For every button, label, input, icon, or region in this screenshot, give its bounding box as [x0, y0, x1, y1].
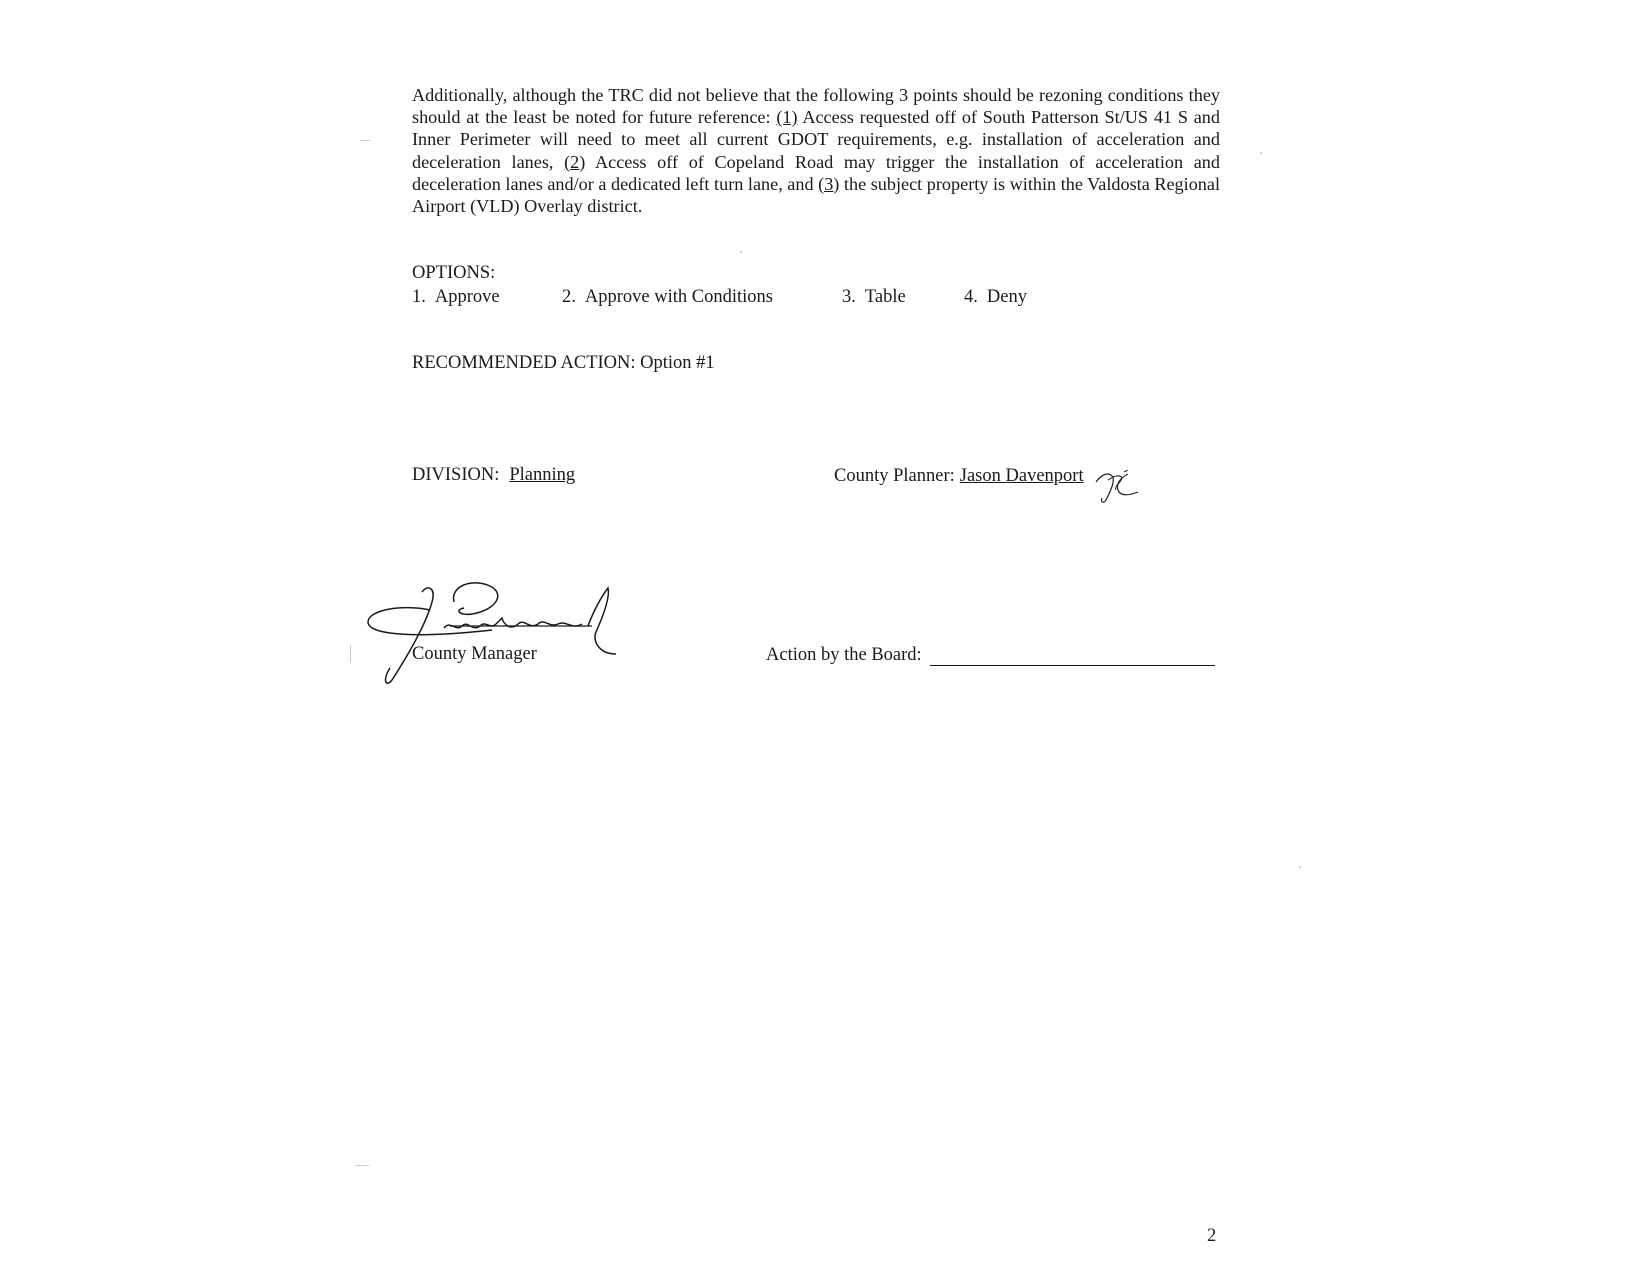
- body-text-part-3: Access off of Copeland Road may trigger the installation of acceleration and deceleration lanes and/or a dedicated left turn lane, and: [412, 151, 1220, 194]
- option-number: 2.: [562, 287, 576, 307]
- body-text-part-2: Access requested off of South Patterson St/US 41 S and Inner Perimeter will need to meet all current GDOT requirements, e.g. installation of acceleration and deceleration lanes,: [412, 107, 1220, 172]
- option-number: 1.: [412, 287, 426, 307]
- option-number: 3.: [842, 287, 856, 307]
- page-number: 2: [1207, 1226, 1217, 1246]
- county-planner-label: County Planner:: [834, 466, 955, 486]
- division-field: [412, 465, 575, 486]
- county-manager-signature: [362, 580, 632, 690]
- option-table: [842, 287, 906, 308]
- option-number: 4.: [964, 287, 978, 307]
- body-text-part-1: Additionally, although the TRC did not believe that the following 3 points should be rezoning conditions they should at the least be noted for future reference:: [412, 85, 1220, 128]
- scan-mark: [740, 251, 742, 253]
- option-label: Deny: [986, 287, 1027, 307]
- division-value: Planning: [509, 465, 576, 485]
- recommended-action: RECOMMENDED ACTION: Option #1: [412, 353, 715, 373]
- option-approve: [412, 287, 500, 308]
- option-label: Approve with Conditions: [584, 287, 773, 307]
- scan-mark: [1260, 152, 1262, 154]
- action-by-board-line: [930, 665, 1215, 666]
- option-label: Approve: [434, 287, 500, 307]
- scan-mark: [1299, 866, 1301, 868]
- planner-initials-signature: [1094, 470, 1144, 506]
- county-planner-field: [834, 466, 1084, 487]
- county-planner-name: Jason Davenport: [959, 466, 1084, 486]
- scan-mark: [360, 140, 370, 141]
- reference-marker-1: (1): [776, 107, 798, 128]
- option-approve-with-conditions: [562, 287, 773, 308]
- body-paragraph: [412, 84, 1220, 217]
- division-label: DIVISION:: [412, 465, 500, 485]
- scan-mark: [355, 1165, 369, 1166]
- body-text-part-4: the subject property is within the Valdosta Regional Airport (VLD) Overlay district.: [412, 173, 1221, 217]
- option-label: Table: [864, 287, 906, 307]
- county-manager-label: County Manager: [412, 644, 537, 664]
- reference-marker-2: (2): [564, 151, 586, 172]
- option-deny: [964, 287, 1027, 308]
- reference-marker-3: (3): [818, 173, 840, 194]
- scan-mark: [350, 645, 351, 663]
- options-heading: OPTIONS:: [412, 263, 496, 283]
- action-by-board-label: Action by the Board:: [766, 645, 922, 665]
